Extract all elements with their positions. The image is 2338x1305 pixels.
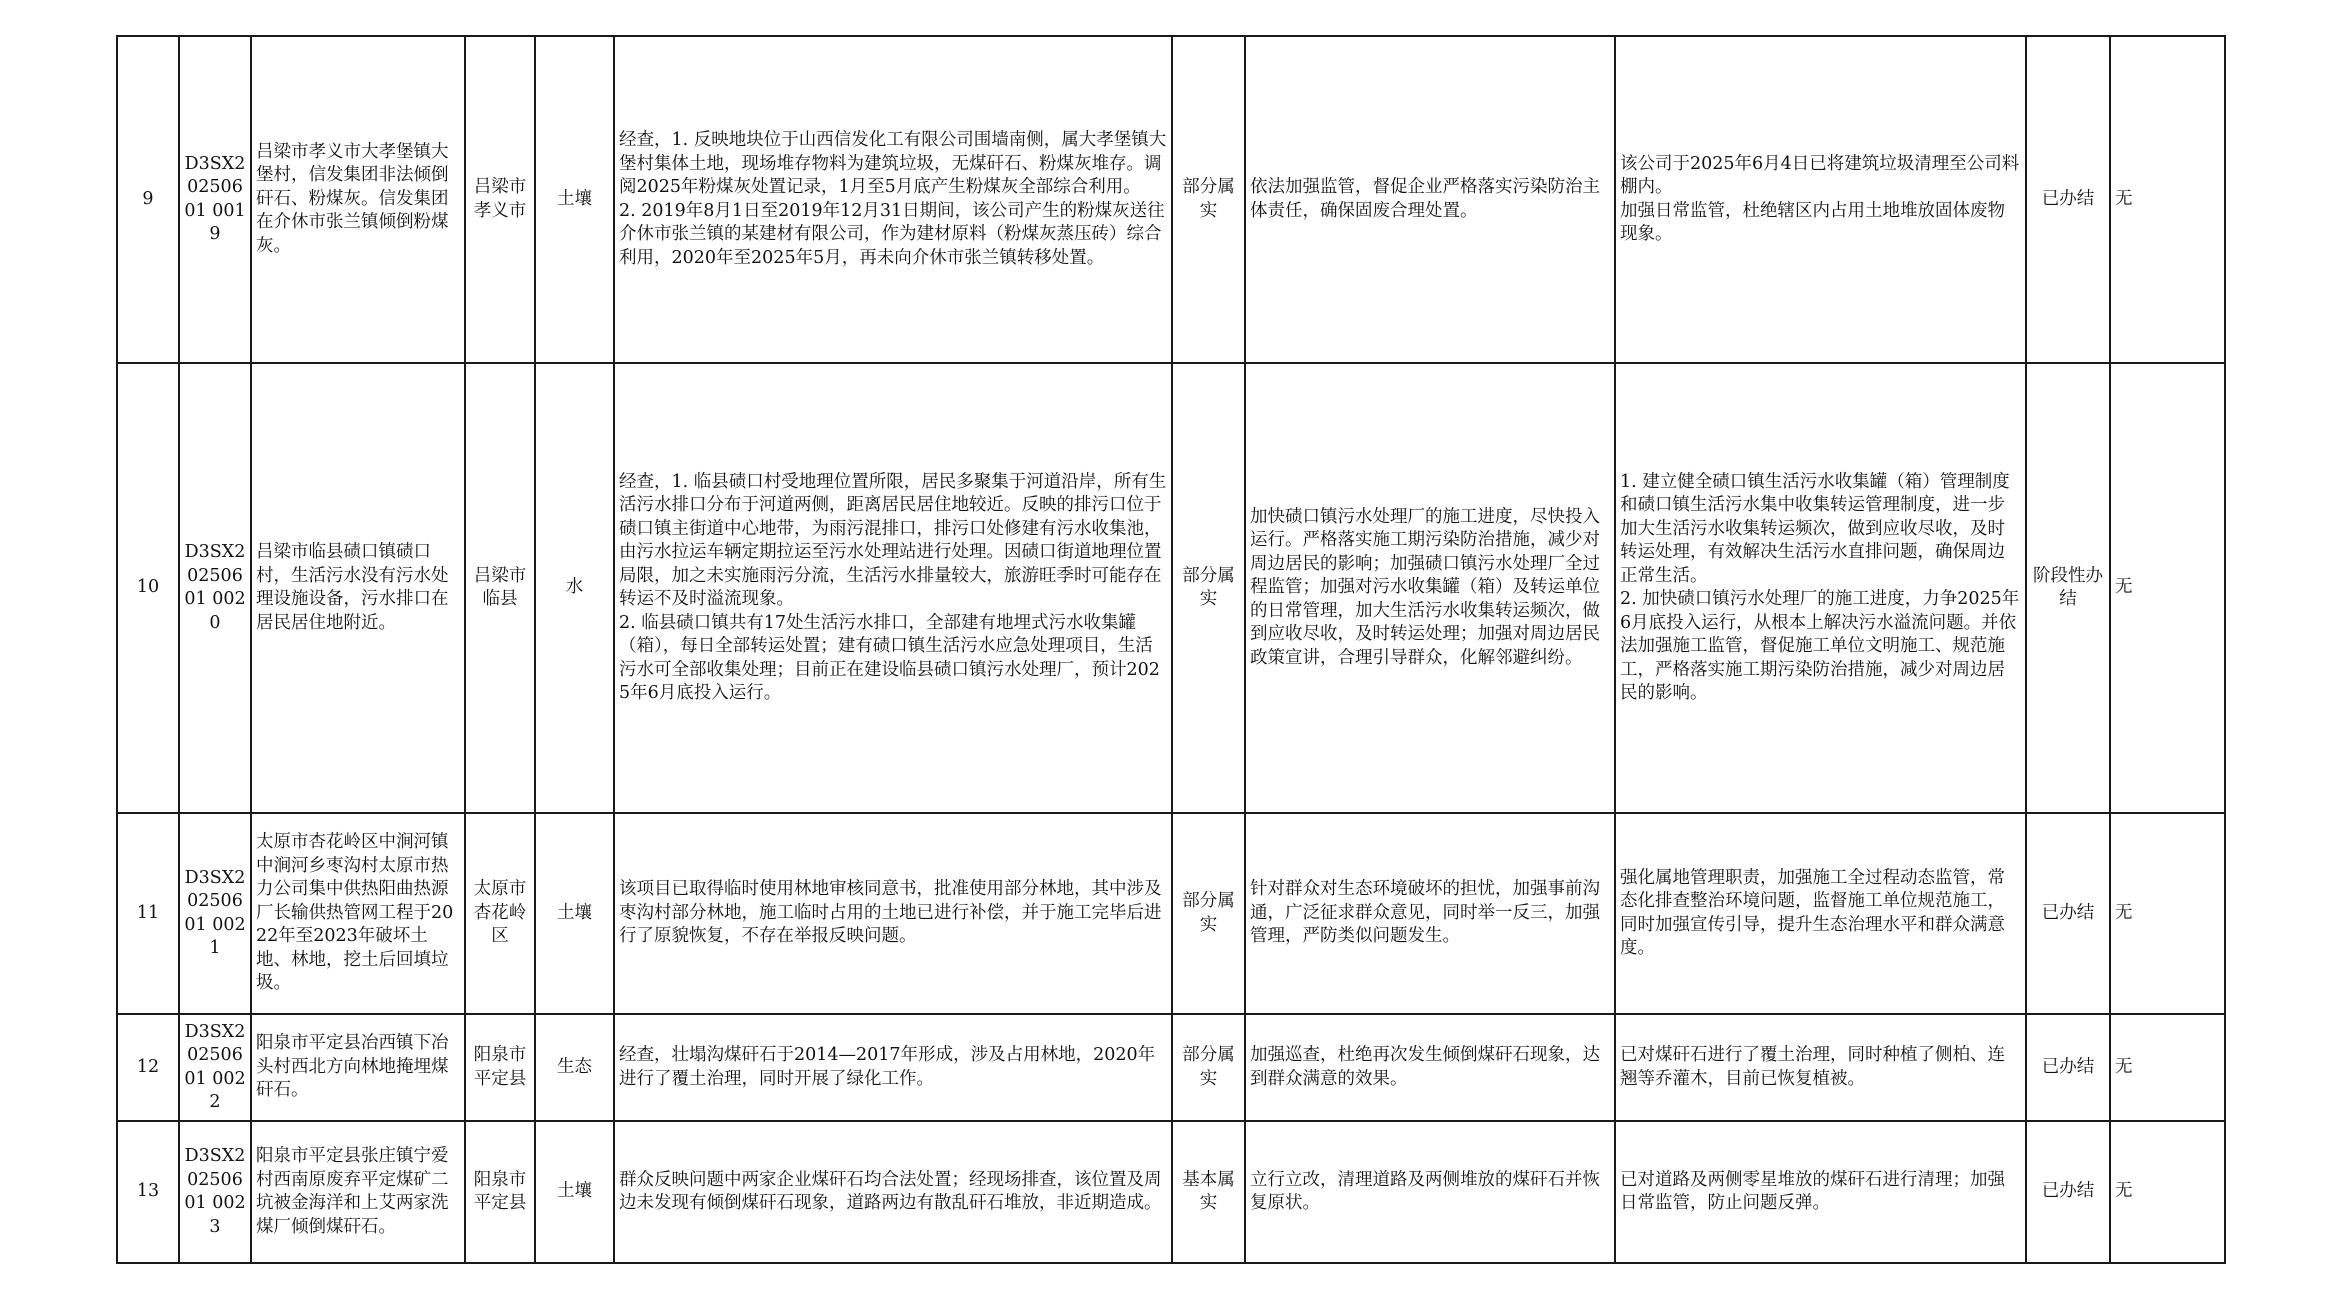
row-number: 10 [117, 363, 179, 813]
complaint-table [116, 35, 2226, 1264]
investigation-findings: 经查，1. 临县碛口村受地理位置所限，居民多聚集于河道沿岸，所有生活污水排口分布于河道两侧，距离居民居住地较近。反映的排污口位于碛口镇主街道中心地带，为雨污混排口，排污口处修建有污水收集池，由污水拉运车辆定期拉运至污水处理站进行处理。因碛口街道地理位置局限，加之未实施雨污分流，生活污水排量较大，旅游旺季时可能存在转运不及时溢流现象。 2. 临县碛口镇共有17处生活污水排口，全部建有地埋式污水收集罐（箱），每日全部转运处置；建有碛口镇生活污水应急处理项目，生活污水可全部收集处理；目前正在建设临县碛口镇污水处理厂，预计2025年6月底投入运行。 [614, 363, 1172, 813]
case-status: 已办结 [2026, 1121, 2110, 1263]
administrative-region: 吕梁市孝义市 [465, 36, 535, 363]
rectification-results: 1. 建立健全碛口镇生活污水收集罐（箱）管理制度和碛口镇生活污水集中收集转运管理制度，进一步加大生活污水收集转运频次，做到应收尽收，及时转运处理，有效解决生活污水直排问题，确保周边正常生活。 2. 加快碛口镇污水处理厂的施工进度，力争2025年6月底投入运行，从根本上解决污水溢流问题。并依法加强施工监管，督促施工单位文明施工、规范施工，严格落实施工期污染防治措施，减少对周边居民的影响。 [1615, 363, 2026, 813]
row-number: 13 [117, 1121, 179, 1263]
accountability: 无 [2110, 363, 2225, 813]
investigation-findings: 群众反映问题中两家企业煤矸石均合法处置；经现场排查，该位置及周边未发现有倾倒煤矸石现象，道路两边有散乱矸石堆放，非近期造成。 [614, 1121, 1172, 1263]
case-status: 已办结 [2026, 36, 2110, 363]
investigation-findings: 该项目已取得临时使用林地审核同意书，批准使用部分林地，其中涉及枣沟村部分林地，施工临时占用的土地已进行补偿，并于施工完毕后进行了原貌恢复，不存在举报反映问题。 [614, 813, 1172, 1014]
case-status: 已办结 [2026, 1014, 2110, 1121]
pollution-type: 水 [535, 363, 614, 813]
administrative-region: 阳泉市平定县 [465, 1121, 535, 1263]
table-row [117, 1121, 2225, 1263]
investigation-findings: 经查，壮塌沟煤矸石于2014—2017年形成，涉及占用林地，2020年进行了覆土治理，同时开展了绿化工作。 [614, 1014, 1172, 1121]
accountability: 无 [2110, 1121, 2225, 1263]
handling-measures: 针对群众对生态环境破坏的担忧，加强事前沟通，广泛征求群众意见，同时举一反三，加强管理，严防类似问题发生。 [1245, 813, 1615, 1014]
complaint-content: 吕梁市临县碛口镇碛口村，生活污水没有污水处理设施设备，污水排口在居民居住地附近。 [251, 363, 465, 813]
pollution-type: 土壤 [535, 36, 614, 363]
row-number: 12 [117, 1014, 179, 1121]
rectification-results: 已对道路及两侧零星堆放的煤矸石进行清理；加强日常监管，防止问题反弹。 [1615, 1121, 2026, 1263]
administrative-region: 太原市杏花岭区 [465, 813, 535, 1014]
complaint-content: 吕梁市孝义市大孝堡镇大堡村，信发集团非法倾倒矸石、粉煤灰。信发集团在介休市张兰镇倾倒粉煤灰。 [251, 36, 465, 363]
table-row [117, 1014, 2225, 1121]
case-code: D3SX20250601 0023 [179, 1121, 251, 1263]
case-code: D3SX20250601 0022 [179, 1014, 251, 1121]
verification-verdict: 基本属实 [1172, 1121, 1245, 1263]
row-number: 9 [117, 36, 179, 363]
complaint-content: 阳泉市平定县张庄镇宁爱村西南原废弃平定煤矿二坑被金海洋和上艾两家洗煤厂倾倒煤矸石。 [251, 1121, 465, 1263]
rectification-results: 该公司于2025年6月4日已将建筑垃圾清理至公司料棚内。 加强日常监管，杜绝辖区内占用土地堆放固体废物现象。 [1615, 36, 2026, 363]
complaint-content: 太原市杏花岭区中涧河镇中涧河乡枣沟村太原市热力公司集中供热阳曲热源厂长输供热管网工程于2022年至2023年破坏土地、林地，挖土后回填垃圾。 [251, 813, 465, 1014]
verification-verdict: 部分属实 [1172, 1014, 1245, 1121]
rectification-results: 强化属地管理职责，加强施工全过程动态监管，常态化排查整治环境问题，监督施工单位规范施工，同时加强宣传引导，提升生态治理水平和群众满意度。 [1615, 813, 2026, 1014]
case-code: D3SX20250601 0019 [179, 36, 251, 363]
handling-measures: 加快碛口镇污水处理厂的施工进度，尽快投入运行。严格落实施工期污染防治措施，减少对周边居民的影响；加强碛口镇污水处理厂全过程监管；加强对污水收集罐（箱）及转运单位的日常管理，加大生活污水收集转运频次，做到应收尽收，及时转运处理；加强对周边居民政策宣讲，合理引导群众，化解邻避纠纷。 [1245, 363, 1615, 813]
pollution-type: 生态 [535, 1014, 614, 1121]
handling-measures: 依法加强监管，督促企业严格落实污染防治主体责任，确保固废合理处置。 [1245, 36, 1615, 363]
administrative-region: 阳泉市平定县 [465, 1014, 535, 1121]
verification-verdict: 部分属实 [1172, 813, 1245, 1014]
table-row [117, 363, 2225, 813]
table-row [117, 813, 2225, 1014]
verification-verdict: 部分属实 [1172, 363, 1245, 813]
investigation-findings: 经查，1. 反映地块位于山西信发化工有限公司围墙南侧，属大孝堡镇大堡村集体土地，现场堆存物料为建筑垃圾，无煤矸石、粉煤灰堆存。调阅2025年粉煤灰处置记录，1月至5月底产生粉煤灰全部综合利用。 2. 2019年8月1日至2019年12月31日期间，该公司产生的粉煤灰送往介休市张兰镇的某建材有限公司，作为建材原料（粉煤灰蒸压砖）综合利用，2020年至2025年5月，再未向介休市张兰镇转移处置。 [614, 36, 1172, 363]
accountability: 无 [2110, 813, 2225, 1014]
accountability: 无 [2110, 1014, 2225, 1121]
case-status: 阶段性办结 [2026, 363, 2110, 813]
case-status: 已办结 [2026, 813, 2110, 1014]
administrative-region: 吕梁市临县 [465, 363, 535, 813]
complaint-content: 阳泉市平定县冶西镇下冶头村西北方向林地掩埋煤矸石。 [251, 1014, 465, 1121]
row-number: 11 [117, 813, 179, 1014]
pollution-type: 土壤 [535, 1121, 614, 1263]
handling-measures: 加强巡查，杜绝再次发生倾倒煤矸石现象，达到群众满意的效果。 [1245, 1014, 1615, 1121]
case-code: D3SX20250601 0020 [179, 363, 251, 813]
pollution-type: 土壤 [535, 813, 614, 1014]
case-code: D3SX20250601 0021 [179, 813, 251, 1014]
rectification-results: 已对煤矸石进行了覆土治理，同时种植了侧柏、连翘等乔灌木，目前已恢复植被。 [1615, 1014, 2026, 1121]
accountability: 无 [2110, 36, 2225, 363]
verification-verdict: 部分属实 [1172, 36, 1245, 363]
handling-measures: 立行立改，清理道路及两侧堆放的煤矸石并恢复原状。 [1245, 1121, 1615, 1263]
table-row [117, 36, 2225, 363]
